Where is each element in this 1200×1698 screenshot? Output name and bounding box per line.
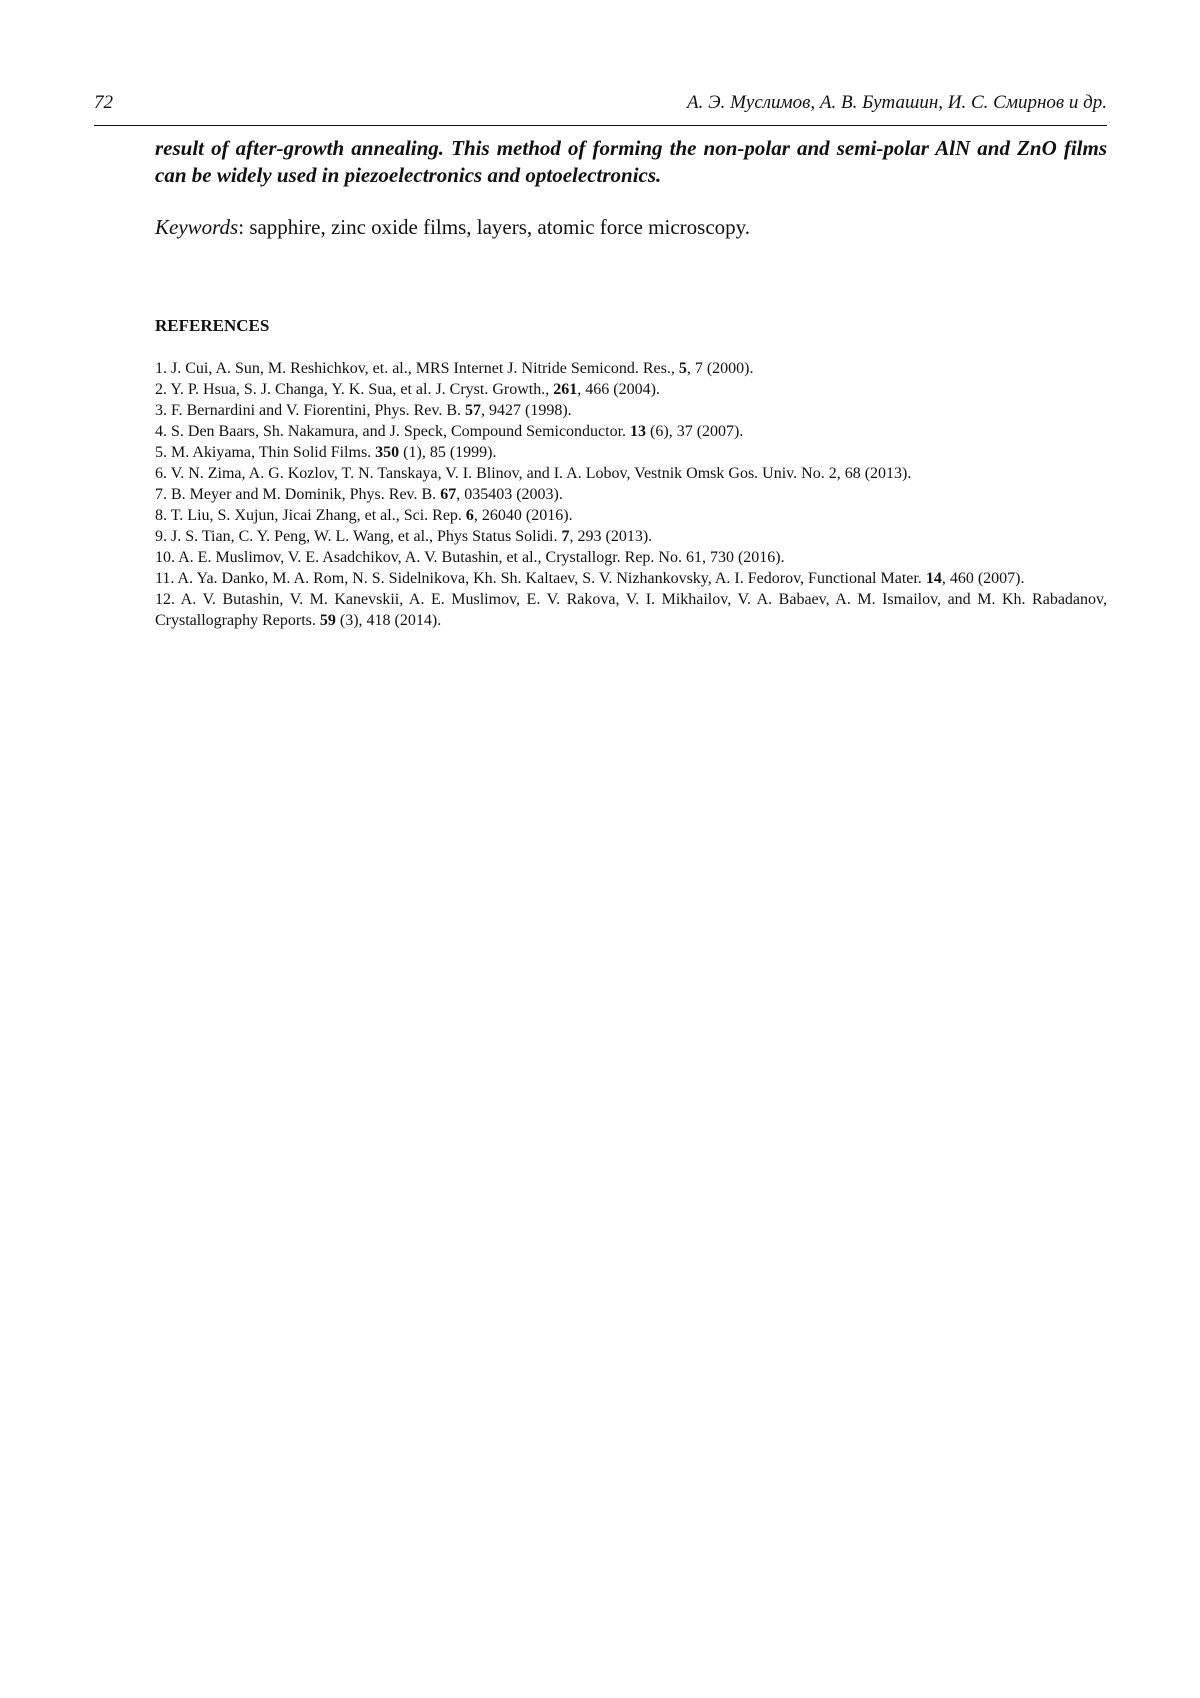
reference-item: 7. B. Meyer and M. Dominik, Phys. Rev. B. 67, 035403 (2003).	[155, 486, 563, 503]
abstract-continuation: result of after-growth annealing. This method of forming the non-polar and semi-polar AlN and ZnO films can be widely used in piezoelectronics and optoelectronics.	[155, 136, 1107, 187]
reference-item: 12. A. V. Butashin, V. M. Kanevskii, A. E. Muslimov, E. V. Rakova, V. I. Mikhailov, V. A. Babaev, A. M. Ismailov, and M. Kh. Rabadanov, Crystallography Reports. 59 (3), 418 (2014).	[155, 591, 1107, 629]
reference-item: 3. F. Bernardini and V. Fiorentini, Phys. Rev. B. 57, 9427 (1998).	[155, 402, 572, 419]
reference-item: 5. M. Akiyama, Thin Solid Films. 350 (1), 85 (1999).	[155, 444, 497, 461]
reference-item: 6. V. N. Zima, A. G. Kozlov, T. N. Tanskaya, V. I. Blinov, and I. A. Lobov, Vestnik Omsk Gos. Univ. No. 2, 68 (2013).	[155, 465, 912, 482]
keywords-label: Keywords	[155, 215, 239, 239]
running-head: А. Э. Муслимов, А. В. Буташин, И. С. Смирнов и др.	[687, 92, 1107, 113]
page-header	[94, 92, 1107, 122]
keywords-text: : sapphire, zinc oxide films, layers, atomic force microscopy.	[238, 215, 751, 239]
page-number: 72	[94, 92, 113, 113]
reference-item: 9. J. S. Tian, C. Y. Peng, W. L. Wang, et al., Phys Status Solidi. 7, 293 (2013).	[155, 528, 653, 545]
reference-item: 1. J. Cui, A. Sun, M. Reshichkov, et. al., MRS Internet J. Nitride Semicond. Res., 5, 7 (2000).	[155, 360, 754, 377]
reference-item: 4. S. Den Baars, Sh. Nakamura, and J. Speck, Compound Semiconductor. 13 (6), 37 (2007).	[155, 423, 744, 440]
references-list	[155, 358, 1107, 631]
reference-item: 2. Y. P. Hsua, S. J. Changa, Y. K. Sua, et al. J. Cryst. Growth., 261, 466 (2004).	[155, 381, 660, 398]
reference-item: 10. A. E. Muslimov, V. E. Asadchikov, A. V. Butashin, et al., Crystallogr. Rep. No. 61, 730 (2016).	[155, 549, 785, 566]
keywords	[155, 214, 1107, 241]
reference-item: 8. T. Liu, S. Xujun, Jicai Zhang, et al., Sci. Rep. 6, 26040 (2016).	[155, 507, 573, 524]
header-rule	[94, 125, 1107, 126]
reference-item: 11. A. Ya. Danko, M. A. Rom, N. S. Sidelnikova, Kh. Sh. Kaltaev, S. V. Nizhankovsky, A. I. Fedorov, Functional Mater. 14, 460 (2007).	[155, 570, 1025, 587]
references-heading: REFERENCES	[155, 316, 270, 335]
